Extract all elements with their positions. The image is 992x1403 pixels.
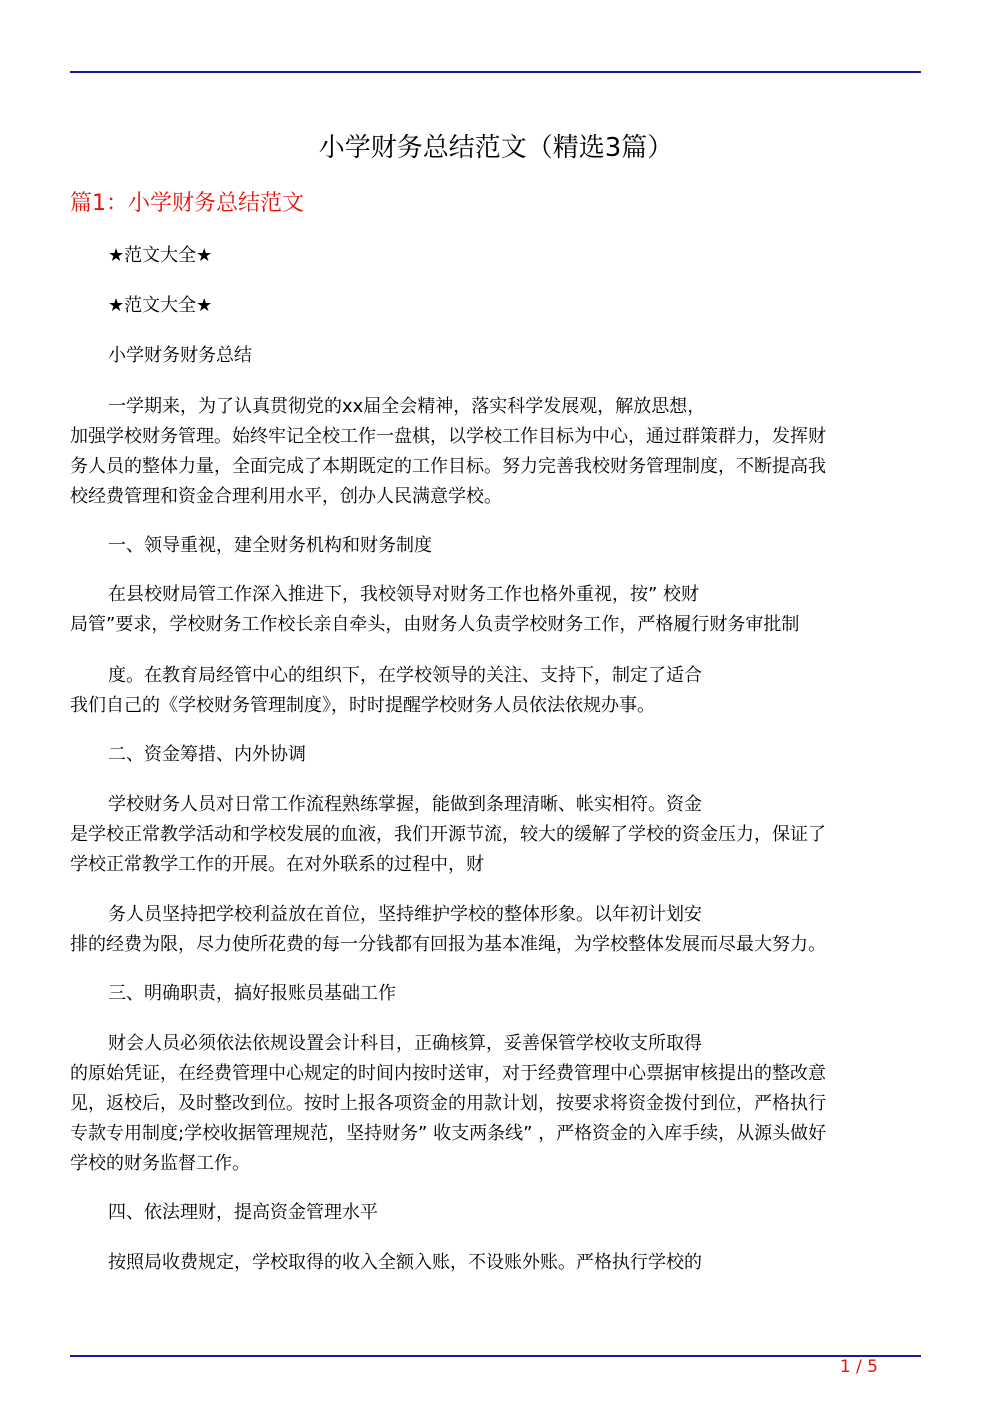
text-line: 财会人员必须依法依规设置会计科目，正确核算，妥善保管学校收支所取得 [108,1033,702,1054]
text-line: 校经费管理和资金合理利用水平，创办人民满意学校。 [70,486,502,507]
text-line: 加强学校财务管理。始终牢记全校工作一盘棋，以学校工作目标为中心，通过群策群力，发挥财 [70,426,826,447]
text-line: ★范文大全★ [108,245,213,266]
text-line: 度。在教育局经管中心的组织下，在学校领导的关注、支持下，制定了适合 [108,665,702,686]
text-line: 四、依法理财，提高资金管理水平 [108,1202,378,1223]
text-line: 一学期来，为了认真贯彻党的xx届全会精神，落实科学发展观，解放思想， [108,396,706,417]
text-line: 排的经费为限，尽力使所花费的每一分钱都有回报为基本准绳，为学校整体发展而尽最大努力。 [70,934,826,955]
text-line: 二、资金筹措、内外协调 [108,744,306,765]
page-title: 小学财务总结范文（精选3篇） [318,133,674,163]
top-rule [70,71,921,73]
text-line: 是学校正常教学活动和学校发展的血液，我们开源节流，较大的缓解了学校的资金压力，保证了 [70,824,826,845]
text-line: 专款专用制度;学校收据管理规范，坚持财务” 收支两条线” ，严格资金的入库手续，从源头做好 [70,1123,827,1144]
text-line: 一、领导重视，建全财务机构和财务制度 [108,535,432,556]
text-line: 的原始凭证，在经费管理中心规定的时间内按时送审，对于经费管理中心票据审核提出的整改意 [70,1063,826,1084]
text-line: 务人员的整体力量，全面完成了本期既定的工作目标。努力完善我校财务管理制度，不断提高我 [70,456,826,477]
bottom-rule [70,1355,921,1357]
text-line: 局管”要求，学校财务工作校长亲自牵头，由财务人负责学校财务工作，严格履行财务审批制 [70,614,800,635]
text-line: 务人员坚持把学校利益放在首位，坚持维护学校的整体形象。以年初计划安 [108,904,702,925]
text-line: 小学财务财务总结 [108,345,252,366]
text-line: 按照局收费规定，学校取得的收入全额入账，不设账外账。严格执行学校的 [108,1252,702,1273]
text-line: 学校财务人员对日常工作流程熟练掌握，能做到条理清晰、帐实相符。资金 [108,794,702,815]
text-line: 学校的财务监督工作。 [70,1153,250,1174]
text-line: 见，返校后，及时整改到位。按时上报各项资金的用款计划，按要求将资金拨付到位，严格执行 [70,1093,826,1114]
text-line: 在县校财局管工作深入推进下，我校领导对财务工作也格外重视，按” 校财 [108,584,700,605]
text-line: 三、明确职责，搞好报账员基础工作 [108,983,396,1004]
text-line: 我们自己的《学校财务管理制度》，时时提醒学校财务人员依法依规办事。 [70,695,655,716]
text-line: ★范文大全★ [108,295,213,316]
page-number: 1 / 5 [839,1357,878,1377]
section-heading: 篇1：小学财务总结范文 [70,191,304,216]
text-line: 学校正常教学工作的开展。在对外联系的过程中，财 [70,854,484,875]
